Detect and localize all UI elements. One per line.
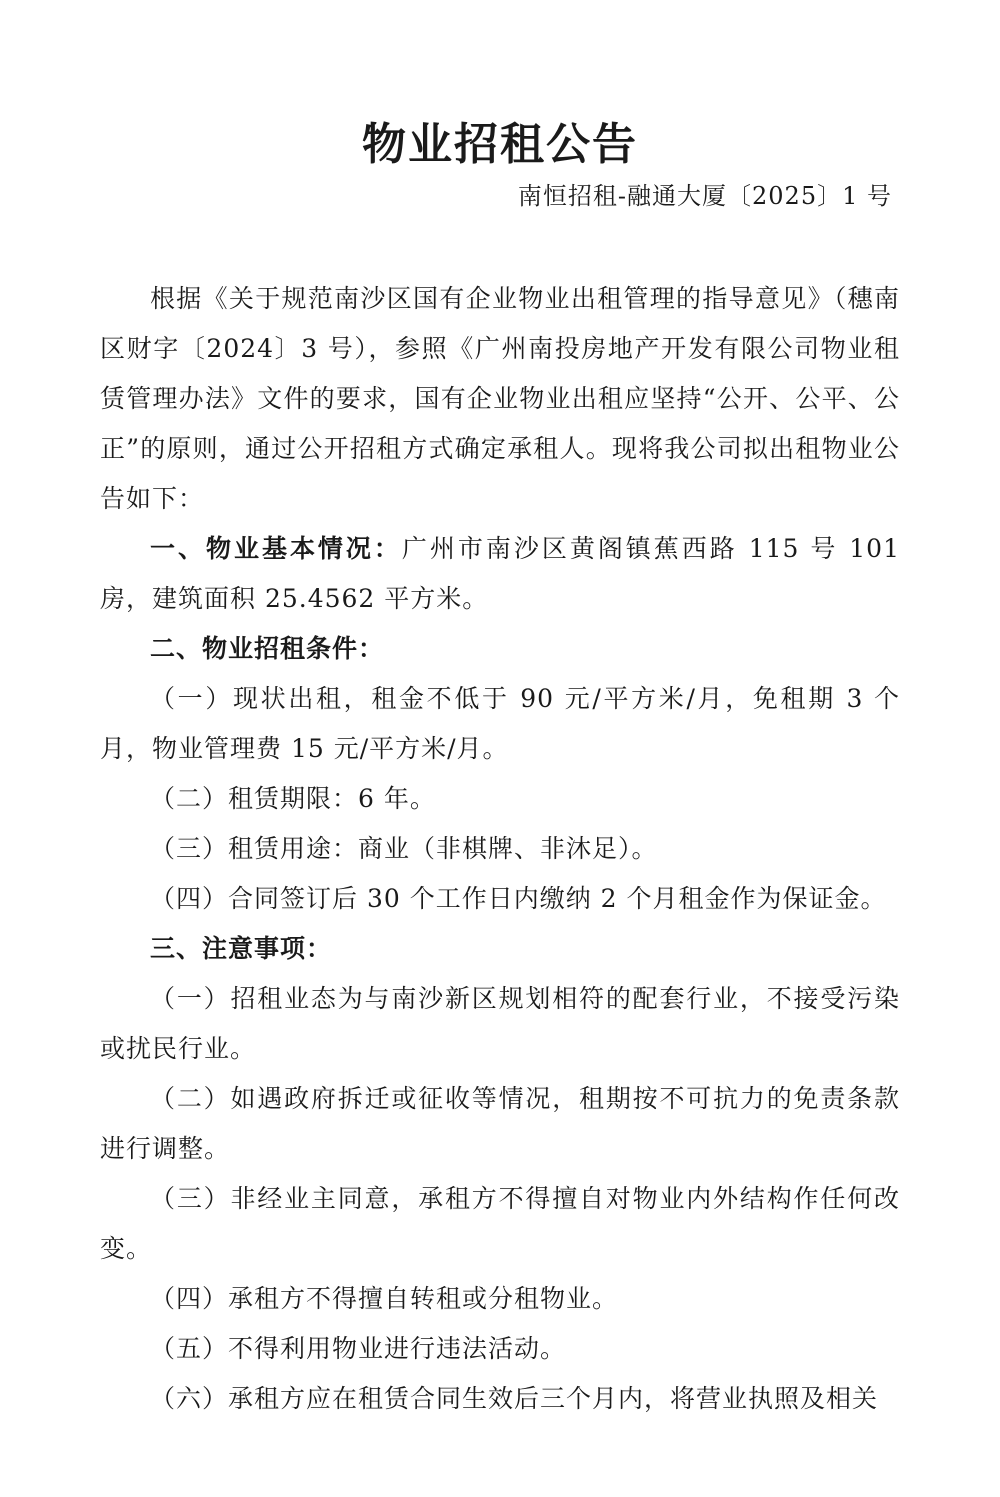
section-3-item: （五）不得利用物业进行违法活动。 <box>150 1334 567 1363</box>
section-3-item: （四）承租方不得擅自转租或分租物业。 <box>150 1284 619 1313</box>
section-1-paragraph <box>100 524 900 624</box>
section-3-item: （一）招租业态为与南沙新区规划相符的配套行业，不接受污染或扰民行业。 <box>100 984 900 1063</box>
section-2-item: （二）租赁期限：6 年。 <box>150 784 436 813</box>
section-2-item: （一）现状出租，租金不低于 90 元/平方米/月，免租期 3 个月，物业管理费 15 元/平方米/月。 <box>100 684 900 763</box>
section-3-item: （六）承租方应在租赁合同生效后三个月内，将营业执照及相关 <box>150 1384 879 1413</box>
page-title: 物业招租公告 <box>362 119 638 170</box>
section-1-text: 广州市南沙区黄阁镇蕉西路 115 号 101 房，建筑面积 25.4562 平方米。 <box>100 534 900 613</box>
document-number: 南恒招租-融通大厦〔2025〕1 号 <box>517 182 892 210</box>
section-2-heading: 二、物业招租条件： <box>150 634 385 663</box>
section-3-heading: 三、注意事项： <box>150 934 333 963</box>
document-body <box>100 274 900 1424</box>
section-2-item: （三）租赁用途：商业（非棋牌、非沐足）。 <box>150 834 658 863</box>
section-3-item: （二）如遇政府拆迁或征收等情况，租期按不可抗力的免责条款进行调整。 <box>100 1084 900 1163</box>
section-2-item: （四）合同签订后 30 个工作日内缴纳 2 个月租金作为保证金。 <box>150 884 887 913</box>
section-1-label: 一、物业基本情况： <box>150 534 402 563</box>
section-3-item: （三）非经业主同意，承租方不得擅自对物业内外结构作任何改变。 <box>100 1184 900 1263</box>
intro-paragraph: 根据《关于规范南沙区国有企业物业出租管理的指导意见》（穗南区财字〔2024〕3 号），参照《广州南投房地产开发有限公司物业租赁管理办法》文件的要求，国有企业物业出租应坚持“公开、公平、公正”的原则，通过公开招租方式确定承租人。现将我公司拟出租物业公告如下： <box>100 284 900 513</box>
